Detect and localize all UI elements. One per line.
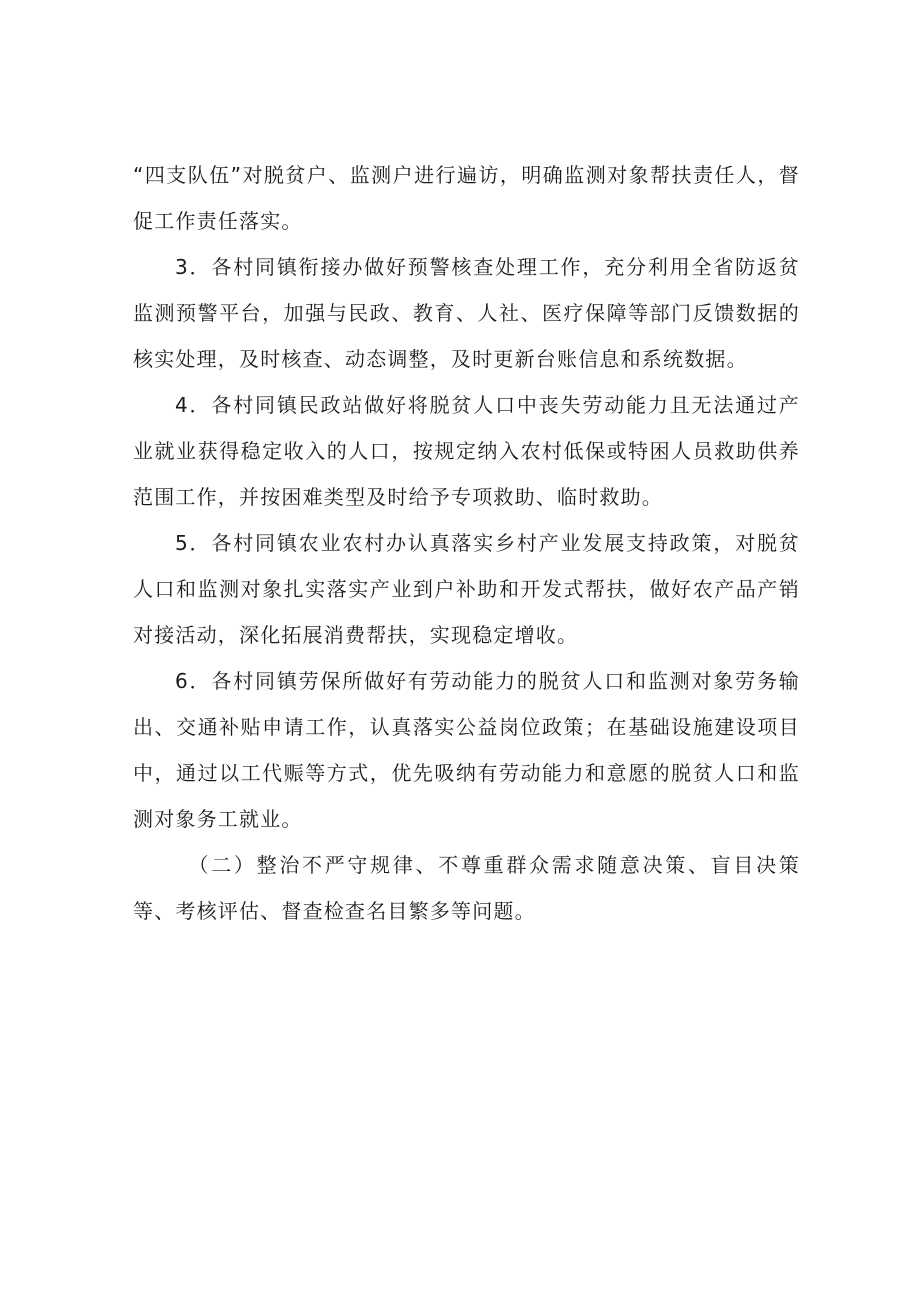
paragraph-item-4: [133, 382, 800, 520]
paragraph-item-3: [133, 244, 800, 382]
paragraph-item-5: [133, 520, 800, 658]
paragraph-text: 3．各村同镇衔接办做好预警核查处理工作，充分利用全省防返贫监测预警平台，加强与民政、教育、人社、医疗保障等部门反馈数据的核实处理，及时核查、动态调整，及时更新台账信息和系统数据。: [133, 255, 800, 371]
section-heading-two: [133, 842, 800, 934]
paragraph-text: 4．各村同镇民政站做好将脱贫人口中丧失劳动能力且无法通过产业就业获得稳定收入的人口，按规定纳入农村低保或特困人员救助供养范围工作，并按困难类型及时给予专项救助、临时救助。: [133, 393, 800, 509]
document-body: [133, 152, 800, 934]
paragraph-text: 6．各村同镇劳保所做好有劳动能力的脱贫人口和监测对象劳务输出、交通补贴申请工作，认真落实公益岗位政策；在基础设施建设项目中，通过以工代赈等方式，优先吸纳有劳动能力和意愿的脱贫人口和监测对象务工就业。: [133, 669, 800, 831]
paragraph-text: （二）整治不严守规律、不尊重群众需求随意决策、盲目决策等、考核评估、督查检查名目繁多等问题。: [133, 853, 800, 923]
paragraph-item-6: [133, 658, 800, 842]
paragraph-continuation: [133, 152, 800, 244]
paragraph-text: 5．各村同镇农业农村办认真落实乡村产业发展支持政策，对脱贫人口和监测对象扎实落实产业到户补助和开发式帮扶，做好农产品产销对接活动，深化拓展消费帮扶，实现稳定增收。: [133, 531, 800, 647]
paragraph-text: “四支队伍”对脱贫户、监测户进行遍访，明确监测对象帮扶责任人，督促工作责任落实。: [133, 163, 800, 233]
